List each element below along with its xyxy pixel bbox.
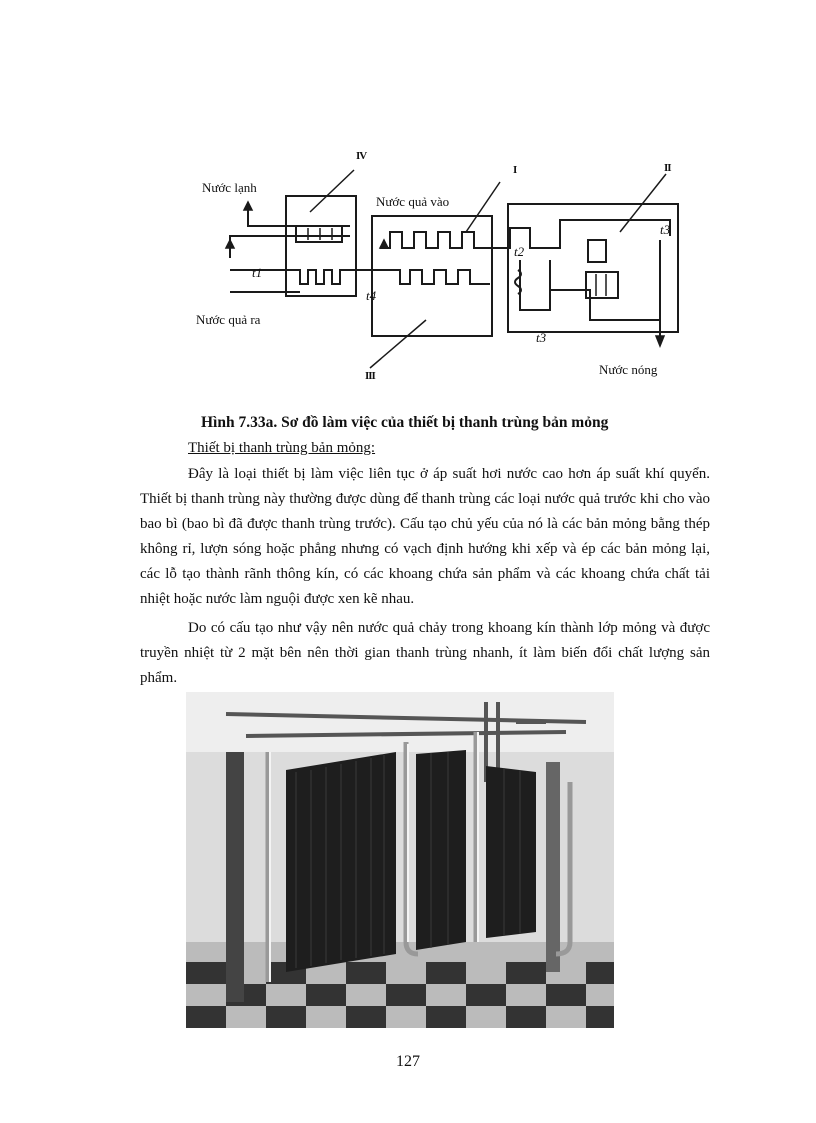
paragraph-1: Đây là loại thiết bị làm việc liên tục ở áp suất hơi nước cao hơn áp suất khí quyển. Thiết bị thanh trùng này thường được dùng để thanh trùng các loại nước quả trước khi cho vào bao bì (bao bì đã được thanh trùng trước). Cấu tạo chủ yếu của nó là các bản mỏng bằng thép không rỉ, lượn sóng hoặc phẳng nhưng có vạch định hướng khi xếp và ép các bản mỏng lại, các lỗ tạo thành rãnh thông kín, có các khoang chứa sản phẩm và các khoang chứa chất tải nhiệt hoặc nước làm nguội được xen kẽ nhau. (140, 466, 710, 607)
section-marker-iv: IV (356, 150, 367, 162)
equipment-photo-drawing (186, 692, 614, 1028)
section-marker-i: I (513, 164, 517, 176)
plate-pasteurizer-diagram (190, 140, 700, 385)
temp-label-t2: t2 (514, 244, 525, 259)
temp-label-t3: t3 (660, 222, 671, 237)
label-cold-water: Nước lạnh (202, 180, 257, 195)
section-iv-box (286, 196, 356, 296)
page-number: 127 (396, 1053, 420, 1070)
label-juice-in: Nước quả vào (376, 194, 450, 209)
temp-label-t4: t4 (366, 288, 377, 303)
diagram-drawing (190, 140, 700, 385)
label-juice-out: Nước quả ra (196, 312, 261, 327)
plates-section-iv (296, 226, 342, 242)
equipment-photo (186, 692, 614, 1028)
section-ii-box (508, 204, 678, 332)
section-marker-iii: III (365, 370, 375, 382)
figure-caption: Hình 7.33a. Sơ đồ làm việc của thiết bị thanh trùng bản mỏng (201, 414, 609, 431)
label-hot-water: Nước nóng (599, 362, 658, 377)
paragraph-2: Do có cấu tạo như vậy nên nước quả chảy trong khoang kín thành lớp mỏng và được truyền nhiệt từ 2 mặt bên nên thời gian thanh trùng nhanh, ít làm biến đổi chất lượng sản phẩm. (140, 620, 710, 686)
temp-label-t1: t1 (252, 265, 263, 280)
section-subheading: Thiết bị thanh trùng bản mỏng: (188, 440, 376, 456)
temp-label-t3-bottom: t3 (536, 330, 547, 345)
section-marker-ii: II (664, 162, 671, 174)
